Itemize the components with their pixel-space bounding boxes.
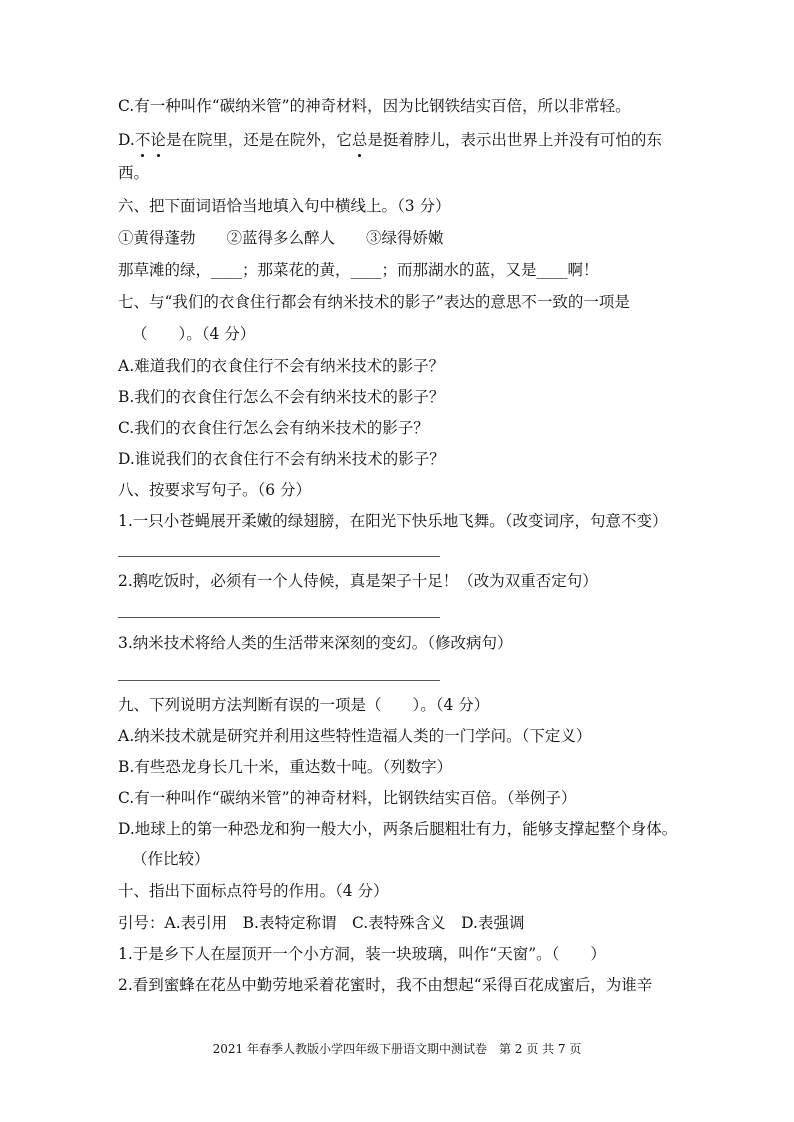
q9-option-c: C.有一种叫作“碳纳米管”的神奇材料，比钢铁结实百倍。（举例子）	[118, 789, 577, 807]
q10-item-2: 2.看到蜜蜂在花丛中勤劳地采着花蜜时，我不由想起“采得百花成蜜后，为谁辛	[118, 976, 653, 994]
q7-option-d: D.谁说我们的衣食住行不会有纳米技术的影子？	[118, 450, 445, 468]
d-option-label: D.	[118, 131, 135, 149]
q8-item-3: 3.纳米技术将给人类的生活带来深刻的变幻。（修改病句）	[118, 634, 513, 652]
emphasis-char-lun: 论	[150, 131, 166, 149]
emphasis-char-zong: 总	[351, 131, 368, 149]
page-footer: 2021 年春季人教版小学四年级下册语文期中测试卷 第 2 页 共 7 页	[212, 1042, 582, 1056]
d-option-previous-line1	[118, 129, 684, 151]
q7-option-b: B.我们的衣食住行怎么不会有纳米技术的影子？	[118, 388, 445, 406]
c-option-previous: C.有一种叫作“碳纳米管”的神奇材料，因为比钢铁结实百倍，所以非常轻。	[118, 97, 631, 115]
q6-word-choices: ①黄得蓬勃 ②蓝得多么醉人 ③绿得娇嫩	[118, 229, 444, 247]
q6-sentence: 那草滩的绿，____；那菜花的黄，____；而那湖水的蓝，又是____啊！	[118, 261, 599, 279]
q7-answer-blank: （ ）。（4 分）	[132, 325, 256, 343]
q9-option-d-line2: （作比较）	[132, 850, 210, 868]
q9-option-a: A.纳米技术就是研究并利用这些特性造福人类的一门学问。（下定义）	[118, 727, 592, 745]
answer-line	[118, 556, 440, 557]
q8-title: 八、按要求写句子。（6 分）	[118, 481, 312, 499]
q7-option-c: C.我们的衣食住行怎么会有纳米技术的影子？	[118, 419, 429, 437]
q10-item-1: 1.于是乡下人在屋顶开一个小方洞，装一块玻璃，叫作“天窗”。（ ）	[118, 945, 606, 963]
q8-item-1: 1.一只小苍蝇展开柔嫩的绿翅膀，在阳光下快乐地飞舞。（改变词序，句意不变）	[118, 512, 668, 530]
q8-item-2: 2.鹅吃饭时，必须有一个人侍候，真是架子十足！（改为双重否定句）	[118, 572, 598, 590]
q6-title: 六、把下面词语恰当地填入句中横线上。（3 分）	[118, 197, 451, 215]
d-option-text-rest: 是挺着脖儿，表示出世界上并没有可怕的东	[367, 131, 662, 149]
d-option-previous-line2: 西。	[118, 164, 150, 182]
q9-option-d-line1: D.地球上的第一种恐龙和狗一般大小，两条后腿粗壮有力，能够支撑起整个身体。	[118, 820, 678, 838]
emphasis-char-bu: 不	[134, 131, 151, 149]
q10-title: 十、指出下面标点符号的作用。（4 分）	[118, 882, 389, 900]
answer-line	[118, 680, 440, 681]
d-option-text-part: 是在院里，还是在院外，它	[165, 131, 352, 149]
q7-title: 七、与“我们的衣食住行都会有纳米技术的影子”表达的意思不一致的一项是	[118, 293, 630, 311]
q7-option-a: A.难道我们的衣食住行不会有纳米技术的影子？	[118, 357, 445, 375]
q9-title: 九、下列说明方法判断有误的一项是（ ）。（4 分）	[118, 696, 490, 714]
q10-options: 引号：A.表引用 B.表特定称谓 C.表特殊含义 D.表强调	[118, 914, 525, 932]
answer-line	[118, 617, 440, 618]
q9-option-b: B.有些恐龙身长几十米，重达数十吨。（列数字）	[118, 758, 453, 776]
